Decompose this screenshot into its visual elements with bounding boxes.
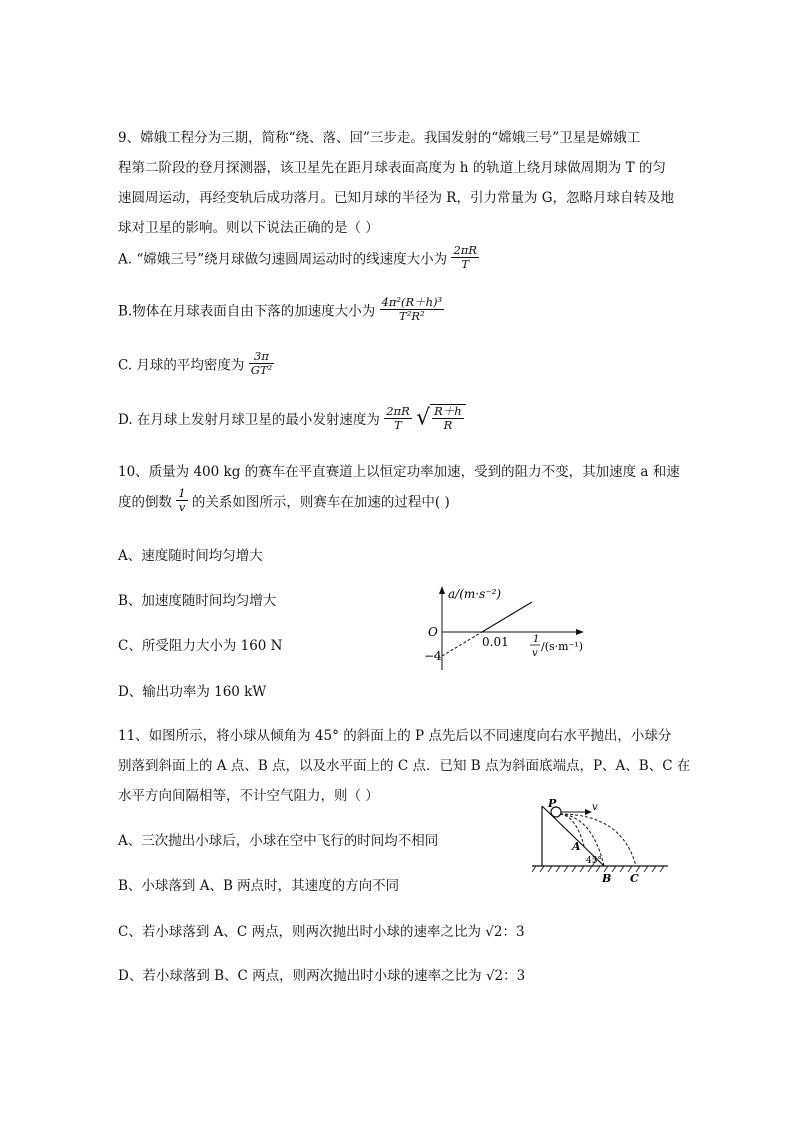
q10-option-a[interactable]: A、速度随时间均匀增大 [118, 548, 263, 564]
q9-option-c-fraction [249, 350, 274, 377]
q10-stem-line-2-post: 的关系如图所示，则赛车在加速的过程中( ) [191, 494, 450, 511]
fraction-denominator: R [443, 418, 453, 432]
graph-x-tick-label: 0.01 [482, 635, 509, 649]
fraction-denominator: T [394, 417, 402, 432]
q9-option-a[interactable] [118, 244, 479, 271]
q10-acceleration-graph [420, 584, 590, 674]
graph-origin-label: O [428, 625, 438, 639]
label-angle: 45° [586, 856, 602, 866]
q9-option-b-fraction [380, 296, 445, 323]
q9-stem-line-3: 速圆周运动，再经变轨后成功落月。已知月球的半径为 R，引力常量为 G，忽略月球自转及地 [118, 190, 675, 206]
fraction-numerator: 2πR [386, 403, 410, 418]
label-A: A [572, 840, 581, 853]
fraction-numerator: R＋h [434, 404, 462, 418]
q9-option-c-text: C. 月球的平均密度为 [118, 357, 245, 374]
ground-hatching [532, 866, 664, 872]
sqrt-sign: √ [416, 405, 431, 431]
q10-option-d[interactable]: D、输出功率为 160 kW [118, 684, 267, 700]
fraction-numerator: 4π²(R＋h)³ [381, 295, 443, 309]
q11-stem-line-2: 别落到斜面上的 A 点、B 点，以及水平面上的 C 点．已知 B 点为斜面底端点，P、A、B、C 在 [118, 758, 691, 774]
sqrt-radicand [430, 404, 466, 432]
q10-stem-line-2 [118, 487, 450, 514]
q11-option-a[interactable]: A、三次抛出小球后，小球在空中飞行的时间均不相同 [118, 833, 439, 849]
label-C: C [630, 872, 639, 885]
q10-option-b[interactable]: B、加速度随时间均匀增大 [118, 593, 277, 609]
q10-stem-line-1: 10、质量为 400 kg 的赛车在平直赛道上以恒定功率加速，受到的阻力不变，其加速度 a 和速 [118, 464, 680, 480]
q11-option-b[interactable]: B、小球落到 A、B 两点时，其速度的方向不同 [118, 878, 400, 894]
q10-inverse-v-fraction [176, 487, 187, 514]
q9-option-c[interactable] [118, 350, 274, 377]
q11-option-c[interactable]: C、若小球落到 A、C 两点，则两次抛出时小球的速率之比为 √2：3 [118, 924, 525, 940]
fraction-denominator: GT² [250, 363, 273, 377]
graph-x-label-unit: /(s·m⁻¹) [541, 640, 584, 653]
q9-option-d[interactable] [118, 404, 466, 432]
graph-y-axis-arrow [439, 586, 445, 594]
q9-option-b[interactable] [118, 296, 444, 323]
sqrt-fraction [432, 405, 464, 432]
q9-stem-line-2: 程第二阶段的登月探测器，该卫星先在距月球表面高度为 h 的轨道上绕月球做周期为 T 的匀 [118, 160, 666, 176]
fraction-numerator: 1 [178, 486, 186, 500]
fraction-numerator: 2πR [453, 243, 477, 257]
q9-stem-line-4: 球对卫星的影响。则以下说法正确的是（ ） [118, 220, 379, 236]
fraction-denominator: v [178, 500, 186, 514]
velocity-arrowhead [585, 809, 592, 815]
q11-projectile-figure [530, 796, 670, 888]
fraction-numerator: 3π [249, 350, 274, 364]
q9-option-d-sqrt [416, 404, 466, 432]
q10-option-c[interactable]: C、所受阻力大小为 160 N [118, 638, 283, 654]
label-v: v [592, 802, 598, 813]
graph-y-tick-label: −4 [424, 649, 442, 663]
graph-dashed-extension [442, 632, 482, 656]
label-B: B [602, 872, 612, 885]
q9-option-d-fraction [384, 405, 412, 432]
q9-option-a-fraction [451, 244, 479, 271]
q11-stem-line-3: 水平方向间隔相等，不计空气阻力，则（ ） [118, 788, 379, 804]
label-P: P [548, 797, 557, 810]
graph-data-line [482, 602, 532, 632]
fraction-denominator: T²R² [399, 309, 425, 323]
q11-option-d[interactable]: D、若小球落到 B、C 两点，则两次抛出时小球的速率之比为 √2：3 [118, 968, 526, 984]
q11-stem-line-1: 11、如图所示，将小球从倾角为 45° 的斜面上的 P 点先后以不同速度向右水平抛出，小球分 [118, 728, 672, 744]
fraction-denominator: T [461, 257, 470, 271]
graph-y-label: a/(m·s⁻²) [448, 587, 502, 601]
graph-x-axis-arrow [576, 629, 584, 635]
q9-option-a-text: A. “嫦娥三号”绕月球做匀速圆周运动时的线速度大小为 [118, 251, 448, 268]
q10-stem-line-2-pre: 度的倒数 [118, 494, 172, 511]
graph-x-label-numerator: 1 [533, 634, 540, 645]
q9-stem-line-1: 9、嫦娥工程分为三期，简称“绕、落、回”三步走。我国发射的“嫦娥三号”卫星是嫦娥工 [118, 130, 641, 146]
q9-option-d-text: D. 在月球上发射月球卫星的最小发射速度为 [118, 412, 380, 428]
q9-option-b-text: B.物体在月球表面自由下落的加速度大小为 [118, 303, 376, 320]
graph-x-label-denominator: v [532, 648, 538, 659]
